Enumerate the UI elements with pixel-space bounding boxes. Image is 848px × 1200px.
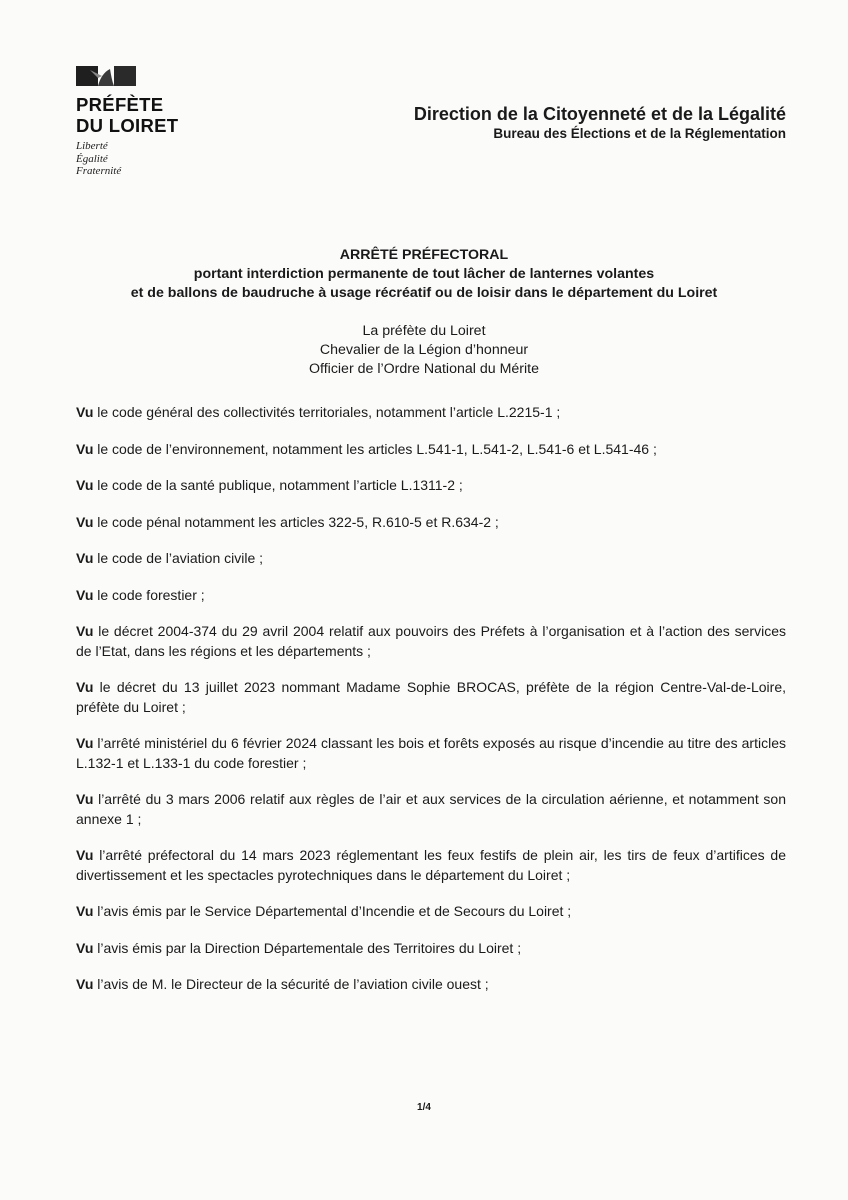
motto-egalite: Égalité xyxy=(76,152,108,165)
recital-item xyxy=(76,549,786,569)
recital-text: le décret du 13 juillet 2023 nommant Madame Sophie BROCAS, préfète de la région Centre-Val-de-Loire, préfète du Loiret ; xyxy=(76,679,786,715)
recital-lead: Vu xyxy=(76,847,94,863)
recital-item xyxy=(76,846,786,885)
recital-text: le code général des collectivités territoriales, notamment l’article L.2215-1 ; xyxy=(93,404,561,420)
motto-liberte: Liberté xyxy=(76,140,108,152)
recital-item xyxy=(76,440,786,460)
authority-block xyxy=(60,322,788,379)
authority-line-3: Officier de l’Ordre National du Mérite xyxy=(309,361,539,377)
recital-text: l’avis émis par le Service Départemental d’Incendie et de Secours du Loiret ; xyxy=(93,903,572,919)
prefecture-name xyxy=(76,94,216,136)
recital-item xyxy=(76,513,786,533)
recital-lead: Vu xyxy=(76,440,94,457)
authority-line-1: La préfète du Loiret xyxy=(362,323,486,339)
recital-lead: Vu xyxy=(76,550,94,566)
decree-subtitle-line-1: portant interdiction permanente de tout lâcher de lanternes volantes xyxy=(193,266,655,282)
page-number: 1/4 xyxy=(417,1102,431,1113)
recital-lead: Vu xyxy=(76,903,94,919)
recital-item xyxy=(76,734,786,773)
authority-line-2: Chevalier de la Légion d’honneur xyxy=(319,342,529,358)
prefecture-name-line-1: PRÉFÈTE xyxy=(76,94,164,115)
decree-subtitle-line-2: et de ballons de baudruche à usage récréatif ou de loisir dans le département du Loiret xyxy=(130,285,718,301)
recital-lead: Vu xyxy=(76,679,94,695)
recital-text: l’avis de M. le Directeur de la sécurité de l’aviation civile ouest ; xyxy=(93,976,489,992)
recital-item xyxy=(76,790,786,829)
recital-lead: Vu xyxy=(76,623,94,639)
recital-text: l’arrêté du 3 mars 2006 relatif aux règles de l’air et aux services de la circulation aérienne, et notamment son annexe 1 ; xyxy=(76,791,786,827)
recital-text: le code forestier ; xyxy=(93,586,205,603)
recital-lead: Vu xyxy=(76,976,94,992)
recitals-list xyxy=(76,403,786,1012)
recital-item xyxy=(76,622,786,661)
recital-text: le code de l’environnement, notamment les articles L.541-1, L.541-2, L.541-6 et L.541-46 ; xyxy=(93,440,657,457)
recital-item xyxy=(76,902,786,922)
direction-title: Direction de la Citoyenneté et de la Légalité xyxy=(413,104,786,124)
recital-lead: Vu xyxy=(76,477,94,493)
recital-item xyxy=(76,403,786,423)
recital-item xyxy=(76,586,786,606)
decree-type: ARRÊTÉ PRÉFECTORAL xyxy=(339,247,509,263)
recital-item xyxy=(76,476,786,496)
bureau-title: Bureau des Élections et de la Réglementation xyxy=(493,126,786,141)
recital-lead: Vu xyxy=(76,735,94,751)
recital-lead: Vu xyxy=(76,513,94,530)
recital-lead: Vu xyxy=(76,586,94,603)
recital-item xyxy=(76,975,786,995)
recital-text: l’arrêté ministériel du 6 février 2024 classant les bois et forêts exposés au risque d’incendie au titre des articles L.132-1 et L.133-1 du code forestier ; xyxy=(76,735,786,771)
recital-lead: Vu xyxy=(76,939,94,956)
recital-text: le code pénal notamment les articles 322-5, R.610-5 et R.634-2 ; xyxy=(93,513,499,530)
motto-fraternite: Fraternité xyxy=(76,165,122,177)
recital-text: l’arrêté préfectoral du 14 mars 2023 réglementant les feux festifs de plein air, les tirs de feux d’artifices de divertissement et les spectacles pyrotechniques dans le département du Loiret ; xyxy=(76,847,786,883)
recital-lead: Vu xyxy=(76,791,94,807)
recital-item xyxy=(76,678,786,717)
recital-text: le code de la santé publique, notamment l’article L.1311-2 ; xyxy=(93,477,463,493)
recital-text: l’avis émis par la Direction Départementale des Territoires du Loiret ; xyxy=(93,939,522,956)
decree-title-block xyxy=(60,246,788,303)
issuing-department xyxy=(414,103,786,143)
recital-item xyxy=(76,939,786,959)
recital-text: le décret 2004-374 du 29 avril 2004 relatif aux pouvoirs des Préfets à l’organisation et à l’action des services de l’Etat, dans les régions et les départements ; xyxy=(76,623,786,659)
prefecture-name-line-2: DU LOIRET xyxy=(76,115,179,136)
marianne-emblem-icon xyxy=(76,66,136,86)
republic-motto xyxy=(76,140,216,178)
recital-lead: Vu xyxy=(76,404,94,420)
recital-text: le code de l’aviation civile ; xyxy=(93,550,264,566)
prefecture-logo xyxy=(76,66,216,178)
